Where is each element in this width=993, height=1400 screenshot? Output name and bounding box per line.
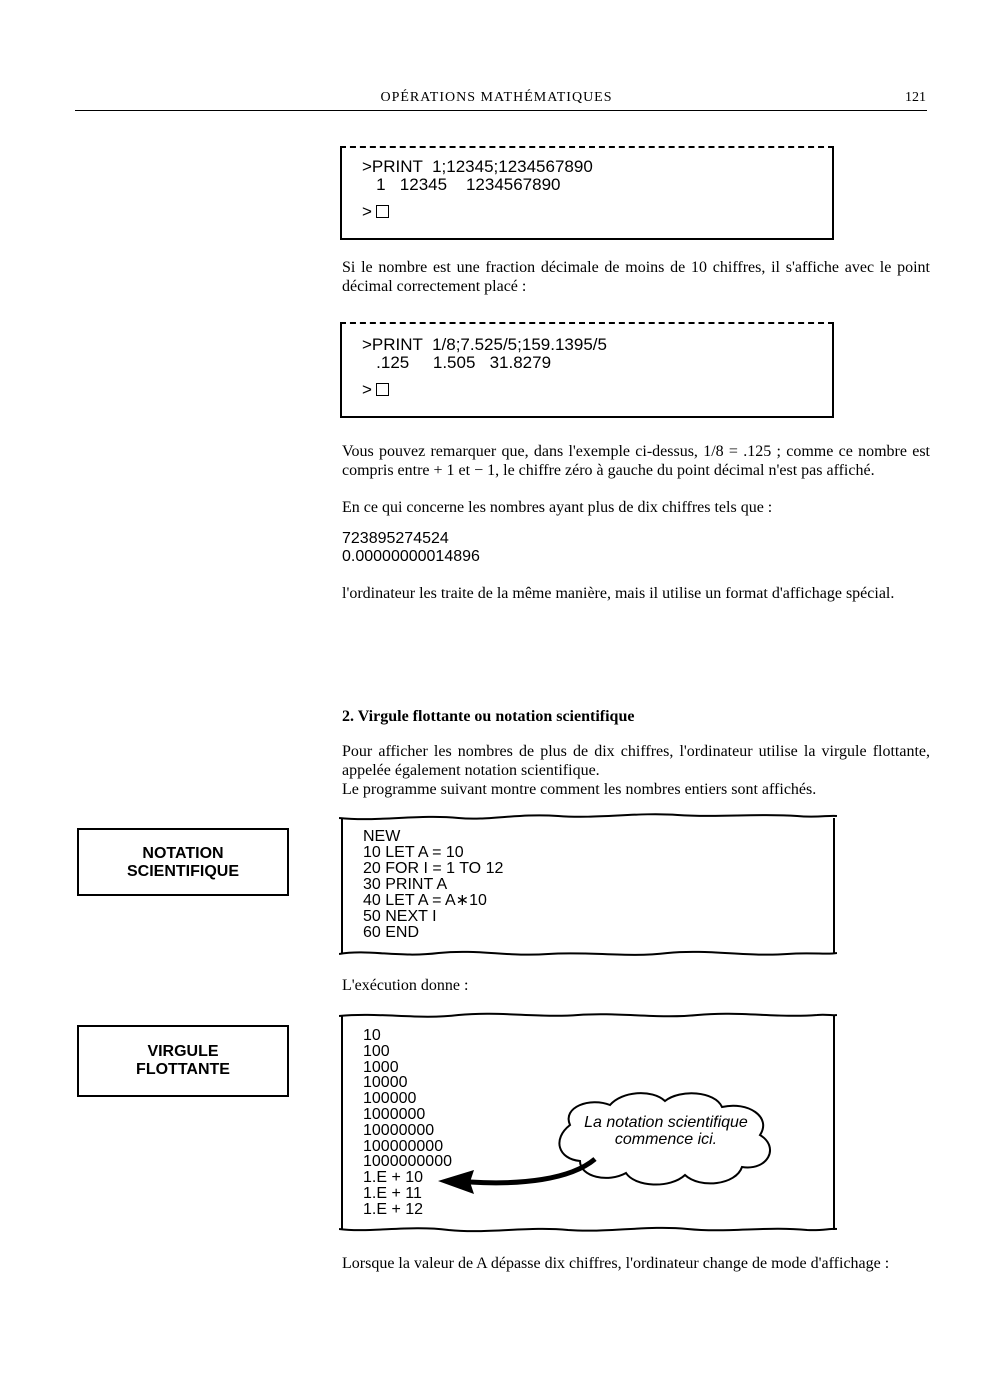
screen-print-integers bbox=[340, 146, 834, 240]
callout-text bbox=[566, 1114, 766, 1148]
code-line: 30 PRINT A bbox=[363, 876, 448, 893]
output-line: 1000000000 bbox=[363, 1153, 452, 1171]
code-line: 60 END bbox=[363, 924, 420, 941]
cursor-icon bbox=[376, 383, 389, 396]
callout-line: La notation scientifique bbox=[584, 1114, 748, 1131]
code-line: 10 LET A = 10 bbox=[363, 844, 464, 861]
screen-top-dashed-edge bbox=[340, 322, 834, 324]
screen-top-dashed-edge bbox=[340, 146, 834, 148]
paragraph-special-format: l'ordinateur les traite de la même manière, mais il utilise un format d'affichage spécial. bbox=[342, 585, 895, 602]
arrow-head-icon bbox=[438, 1170, 474, 1194]
output-line: 10 bbox=[363, 1027, 381, 1044]
example-number: 723895274524 bbox=[342, 530, 449, 547]
torn-bottom-edge bbox=[339, 946, 837, 962]
prompt-line bbox=[362, 381, 607, 399]
output-line: 1.E + 12 bbox=[363, 1200, 424, 1218]
prompt-symbol: > bbox=[362, 380, 372, 399]
output-line: 100000000 bbox=[363, 1137, 444, 1155]
screen-line: 1 12345 1234567890 bbox=[362, 175, 561, 194]
output-line: 1.E + 11 bbox=[363, 1184, 422, 1202]
paragraph-floating-point: Pour afficher les nombres de plus de dix chiffres, l'ordinateur utilise la virgule flottante, appelée également notation scientifique. bbox=[342, 743, 930, 779]
margin-box-line: FLOTTANTE bbox=[136, 1061, 230, 1078]
header-rule bbox=[75, 110, 927, 111]
margin-box-line: VIRGULE bbox=[147, 1043, 219, 1060]
running-header-title: OPÉRATIONS MATHÉMATIQUES bbox=[380, 90, 613, 105]
output-line: 100 bbox=[363, 1042, 390, 1060]
execution-label: L'exécution donne : bbox=[342, 977, 469, 994]
paragraph-display-mode: Lorsque la valeur de A dépasse dix chiffres, l'ordinateur change de mode d'affichage : bbox=[342, 1255, 890, 1272]
margin-box-line: NOTATION bbox=[142, 845, 224, 862]
prompt-line bbox=[362, 203, 593, 221]
section-heading: 2. Virgule flottante ou notation scientifique bbox=[342, 708, 635, 725]
page-number: 121 bbox=[905, 90, 926, 105]
code-line: 20 FOR I = 1 TO 12 bbox=[363, 860, 504, 877]
paragraph-remark: Vous pouvez remarquer que, dans l'exemple ci-dessus, 1/8 = .125 ; comme ce nombre est compris entre + 1 et − 1, le chiffre zéro à gauche du point décimal n'est pas affiché. bbox=[342, 443, 930, 479]
code-line: NEW bbox=[363, 828, 401, 845]
screen-line: .125 1.505 31.8279 bbox=[362, 353, 552, 372]
program-listing-box bbox=[341, 818, 835, 954]
margin-box-notation bbox=[77, 828, 289, 896]
margin-box-virgule bbox=[77, 1025, 289, 1097]
cursor-icon bbox=[376, 205, 389, 218]
torn-top-edge bbox=[339, 1008, 837, 1024]
code-line: 50 NEXT I bbox=[363, 908, 437, 925]
margin-box-line: SCIENTIFIQUE bbox=[126, 863, 239, 880]
torn-top-edge bbox=[339, 810, 837, 826]
screen-line: >PRINT 1;12345;1234567890 bbox=[362, 157, 593, 176]
output-line: 1.E + 10 bbox=[363, 1169, 424, 1187]
example-number: 0.00000000014896 bbox=[342, 548, 480, 565]
paragraph-decimal-fraction: Si le nombre est une fraction décimale de moins de 10 chiffres, il s'affiche avec le point décimal correctement placé : bbox=[342, 259, 930, 295]
paragraph-program-intro: Le programme suivant montre comment les nombres entiers sont affichés. bbox=[342, 781, 817, 798]
output-line: 1000 bbox=[363, 1058, 399, 1076]
callout-line: commence ici. bbox=[614, 1131, 718, 1148]
output-line: 1000000 bbox=[363, 1105, 426, 1123]
output-line: 10000000 bbox=[363, 1121, 435, 1139]
code-line: 40 LET A = A∗10 bbox=[363, 892, 487, 909]
prompt-symbol: > bbox=[362, 202, 372, 221]
output-line: 100000 bbox=[363, 1090, 417, 1108]
screen-line: >PRINT 1/8;7.525/5;159.1395/5 bbox=[362, 335, 607, 354]
output-line: 10000 bbox=[363, 1074, 408, 1092]
paragraph-large-numbers: En ce qui concerne les nombres ayant plus de dix chiffres tels que : bbox=[342, 499, 773, 516]
torn-bottom-edge bbox=[339, 1222, 837, 1238]
screen-print-fractions bbox=[340, 322, 834, 418]
